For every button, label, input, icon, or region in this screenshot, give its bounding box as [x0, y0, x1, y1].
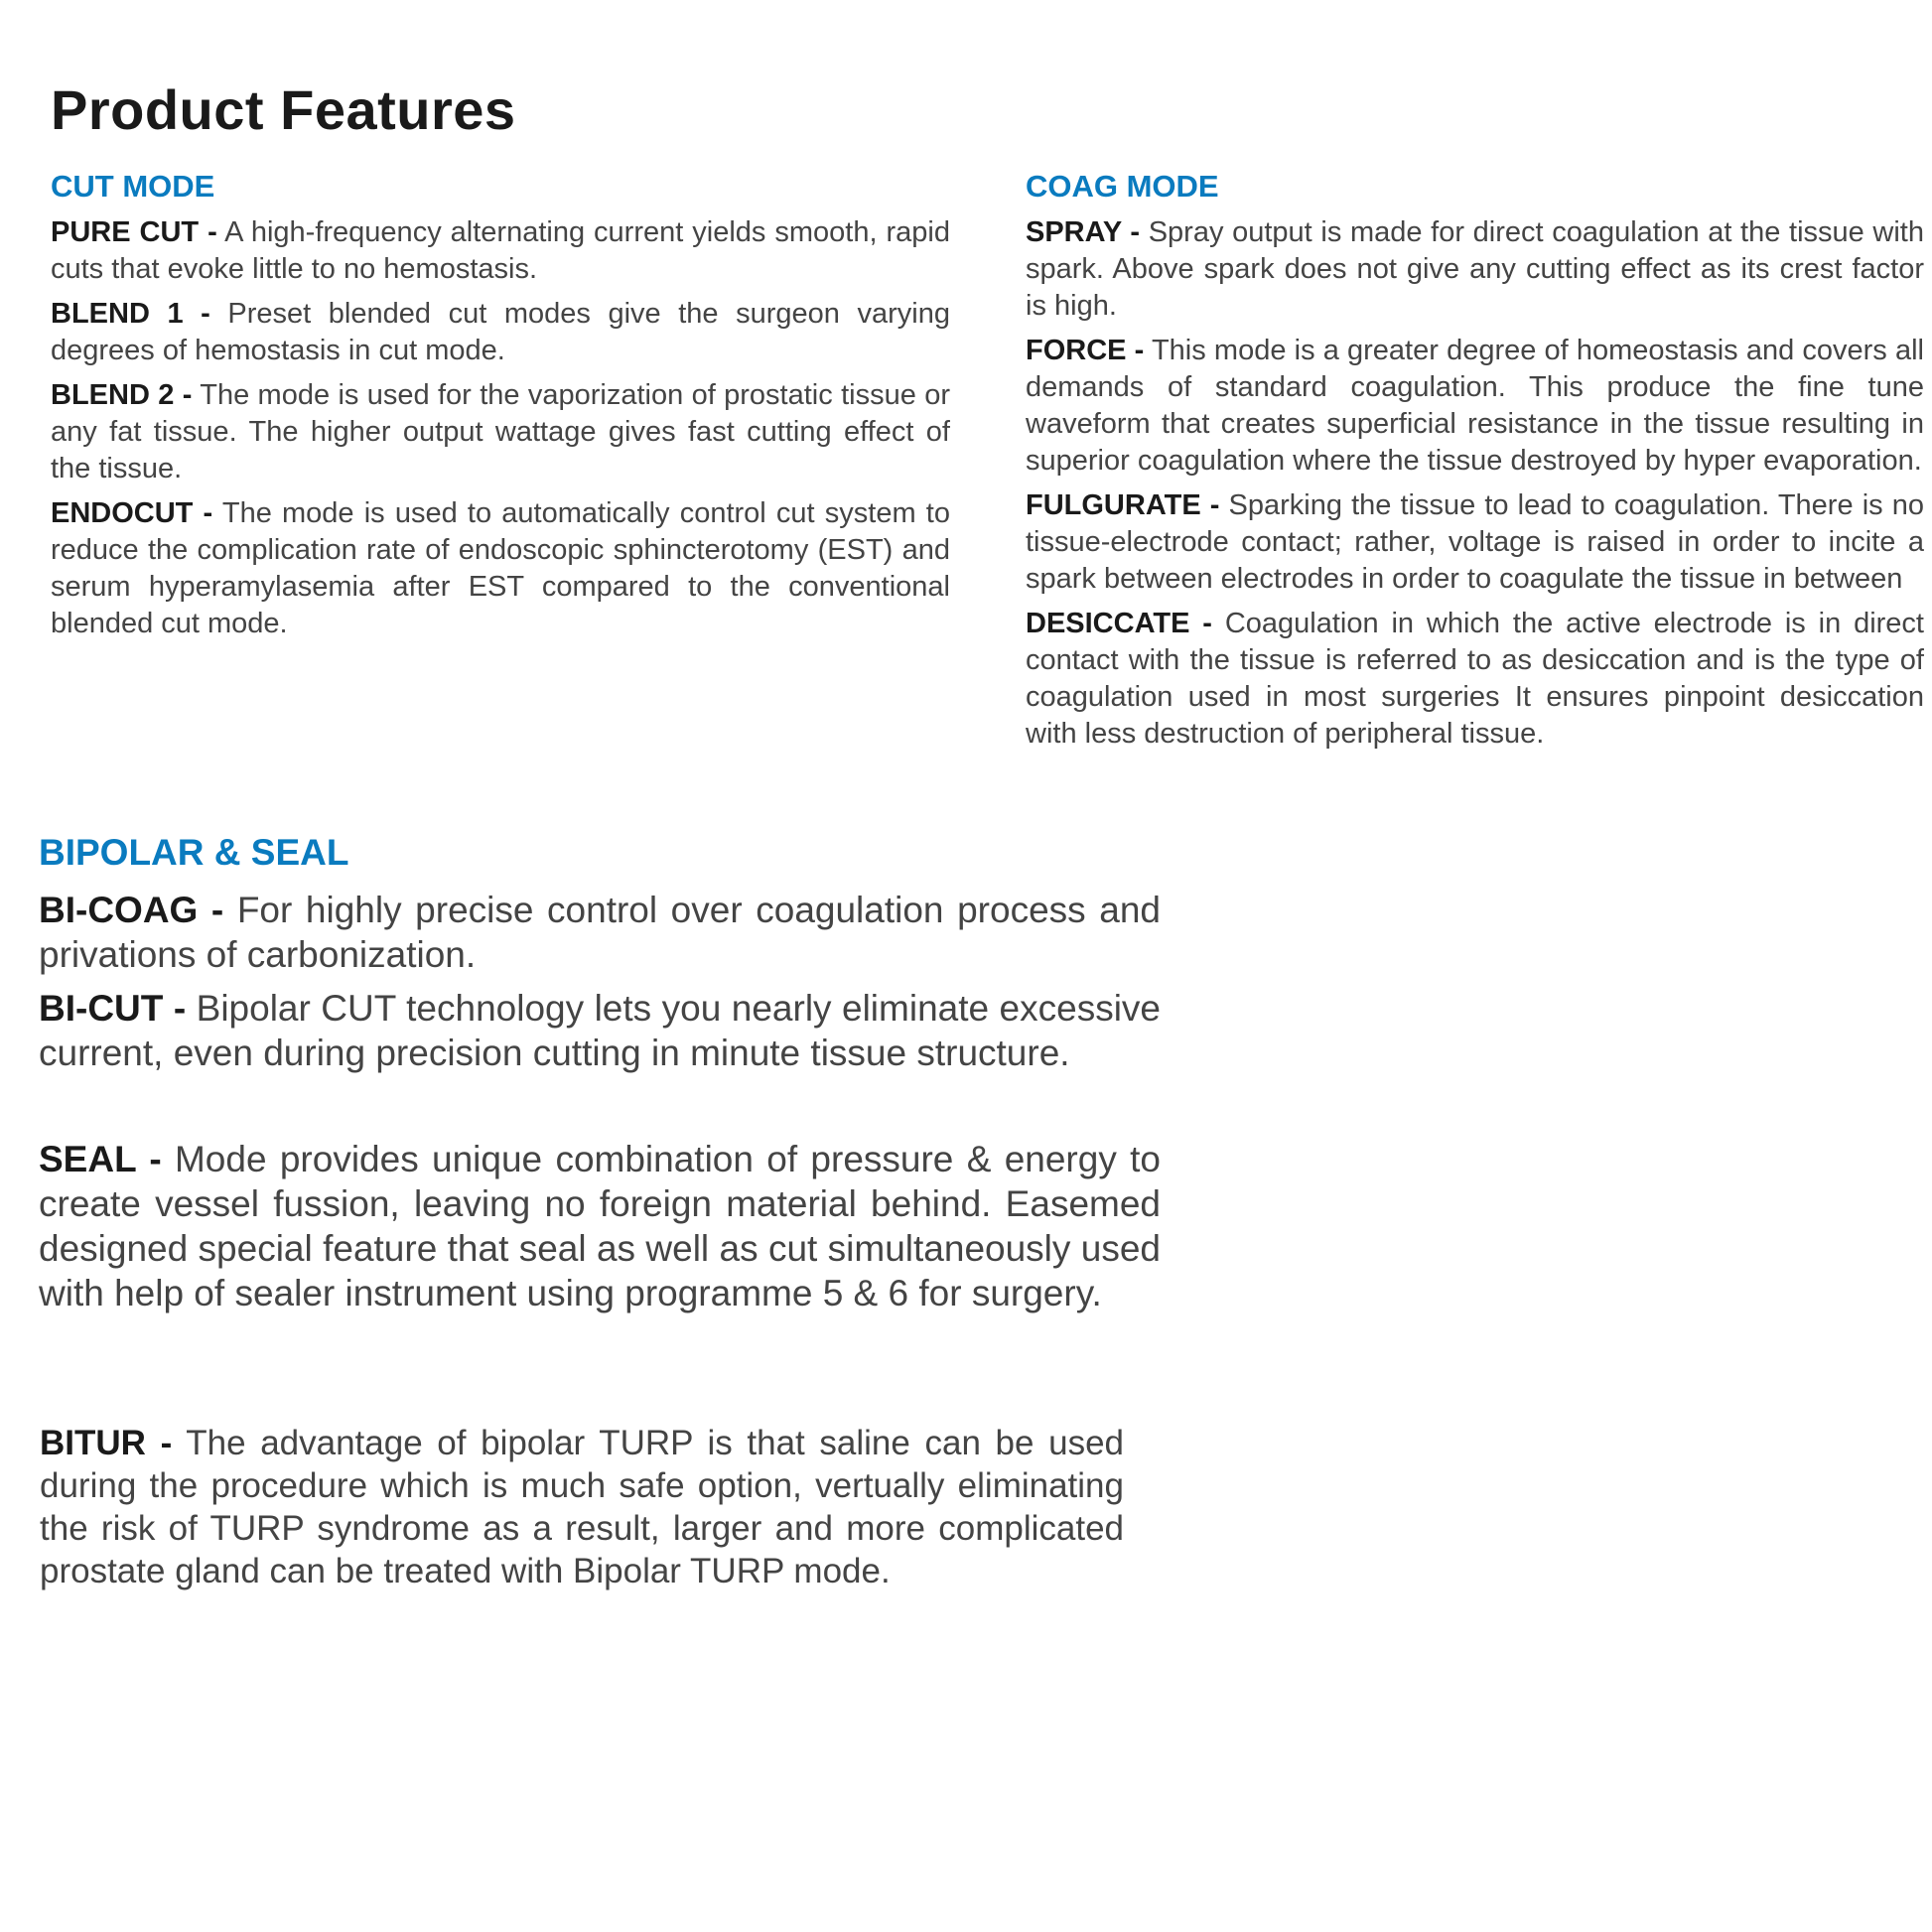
bipolar-seal-heading: BIPOLAR & SEAL [39, 832, 349, 873]
feature-term: BI-COAG - [39, 890, 224, 930]
feature-bi-cut [39, 986, 1161, 1075]
feature-description: Bipolar CUT technology lets you nearly eliminate excessive current, even during precision cutting in minute tissue structure. [39, 988, 1162, 1073]
feature-description: The mode is used to automatically control cut system to reduce the complication rate of endoscopic sphincterotomy (EST) and serum hyperamylasemia after EST compared to the conventional blended cut mode. [51, 497, 950, 639]
feature-term: BI-CUT - [39, 988, 187, 1029]
feature-force [1026, 333, 1924, 480]
feature-description: The mode is used for the vaporization of prostatic tissue or any fat tissue. The higher output wattage gives fast cutting effect of the tissue. [51, 379, 950, 484]
page-title: Product Features [51, 78, 516, 141]
feature-term: PURE CUT - [51, 216, 217, 248]
coag-mode-section [1026, 169, 1924, 760]
coag-mode-heading: COAG MODE [1026, 169, 1219, 204]
cut-mode-section [51, 169, 950, 650]
feature-description: Sparking the tissue to lead to coagulation. There is no tissue-electrode contact; rather, voltage is raised in order to incite a spark between electrodes in order to coagulate the tissue in between [1026, 489, 1924, 595]
feature-blend-1 [51, 296, 950, 369]
cut-mode-heading: CUT MODE [51, 169, 215, 204]
feature-endocut [51, 495, 950, 642]
feature-term: BLEND 2 - [51, 379, 193, 411]
feature-term: ENDOCUT - [51, 497, 213, 529]
feature-term: FULGURATE - [1026, 489, 1220, 521]
feature-bi-coag [39, 888, 1161, 977]
feature-description: Mode provides unique combination of pressure & energy to create vessel fussion, leaving no foreign material behind. Easemed designed special feature that seal as well as cut simultaneously used with help of sealer instrument using programme 5 & 6 for surgery. [39, 1139, 1161, 1313]
feature-bitur [40, 1422, 1124, 1592]
feature-description: Preset blended cut modes give the surgeon varying degrees of hemostasis in cut mode. [51, 298, 950, 366]
feature-blend-2 [51, 377, 950, 487]
feature-seal [39, 1137, 1161, 1315]
bipolar-seal-section [39, 832, 1161, 1084]
feature-desiccate [1026, 606, 1924, 753]
feature-term: SPRAY - [1026, 216, 1141, 248]
feature-description: For highly precise control over coagulation process and privations of carbonization. [39, 890, 1161, 975]
feature-description: Coagulation in which the active electrode is in direct contact with the tissue is referred to as desiccation and is the type of coagulation used in most surgeries It ensures pinpoint desiccation with less destruction of peripheral tissue. [1026, 608, 1924, 750]
feature-fulgurate [1026, 487, 1924, 598]
feature-description: The advantage of bipolar TURP is that saline can be used during the procedure which is much safe option, vertually eliminating the risk of TURP syndrome as a result, larger and more complicated prostate gland can be treated with Bipolar TURP mode. [40, 1424, 1125, 1590]
feature-description: This mode is a greater degree of homeostasis and covers all demands of standard coagulation. This produce the fine tune waveform that creates superficial resistance in the tissue resulting in superior coagulation where the tissue destroyed by hyper evaporation. [1026, 335, 1924, 477]
feature-spray [1026, 214, 1924, 325]
feature-term: BITUR - [40, 1424, 173, 1462]
feature-term: SEAL - [39, 1139, 162, 1179]
feature-term: FORCE - [1026, 335, 1145, 366]
feature-term: DESICCATE - [1026, 608, 1212, 639]
feature-pure-cut [51, 214, 950, 288]
bitur-section [40, 1422, 1124, 1600]
feature-description: Spray output is made for direct coagulation at the tissue with spark. Above spark does not give any cutting effect as its crest factor is high. [1026, 216, 1924, 322]
feature-term: BLEND 1 - [51, 298, 210, 330]
seal-section [39, 1137, 1161, 1323]
feature-description: A high-frequency alternating current yields smooth, rapid cuts that evoke little to no hemostasis. [51, 216, 950, 285]
